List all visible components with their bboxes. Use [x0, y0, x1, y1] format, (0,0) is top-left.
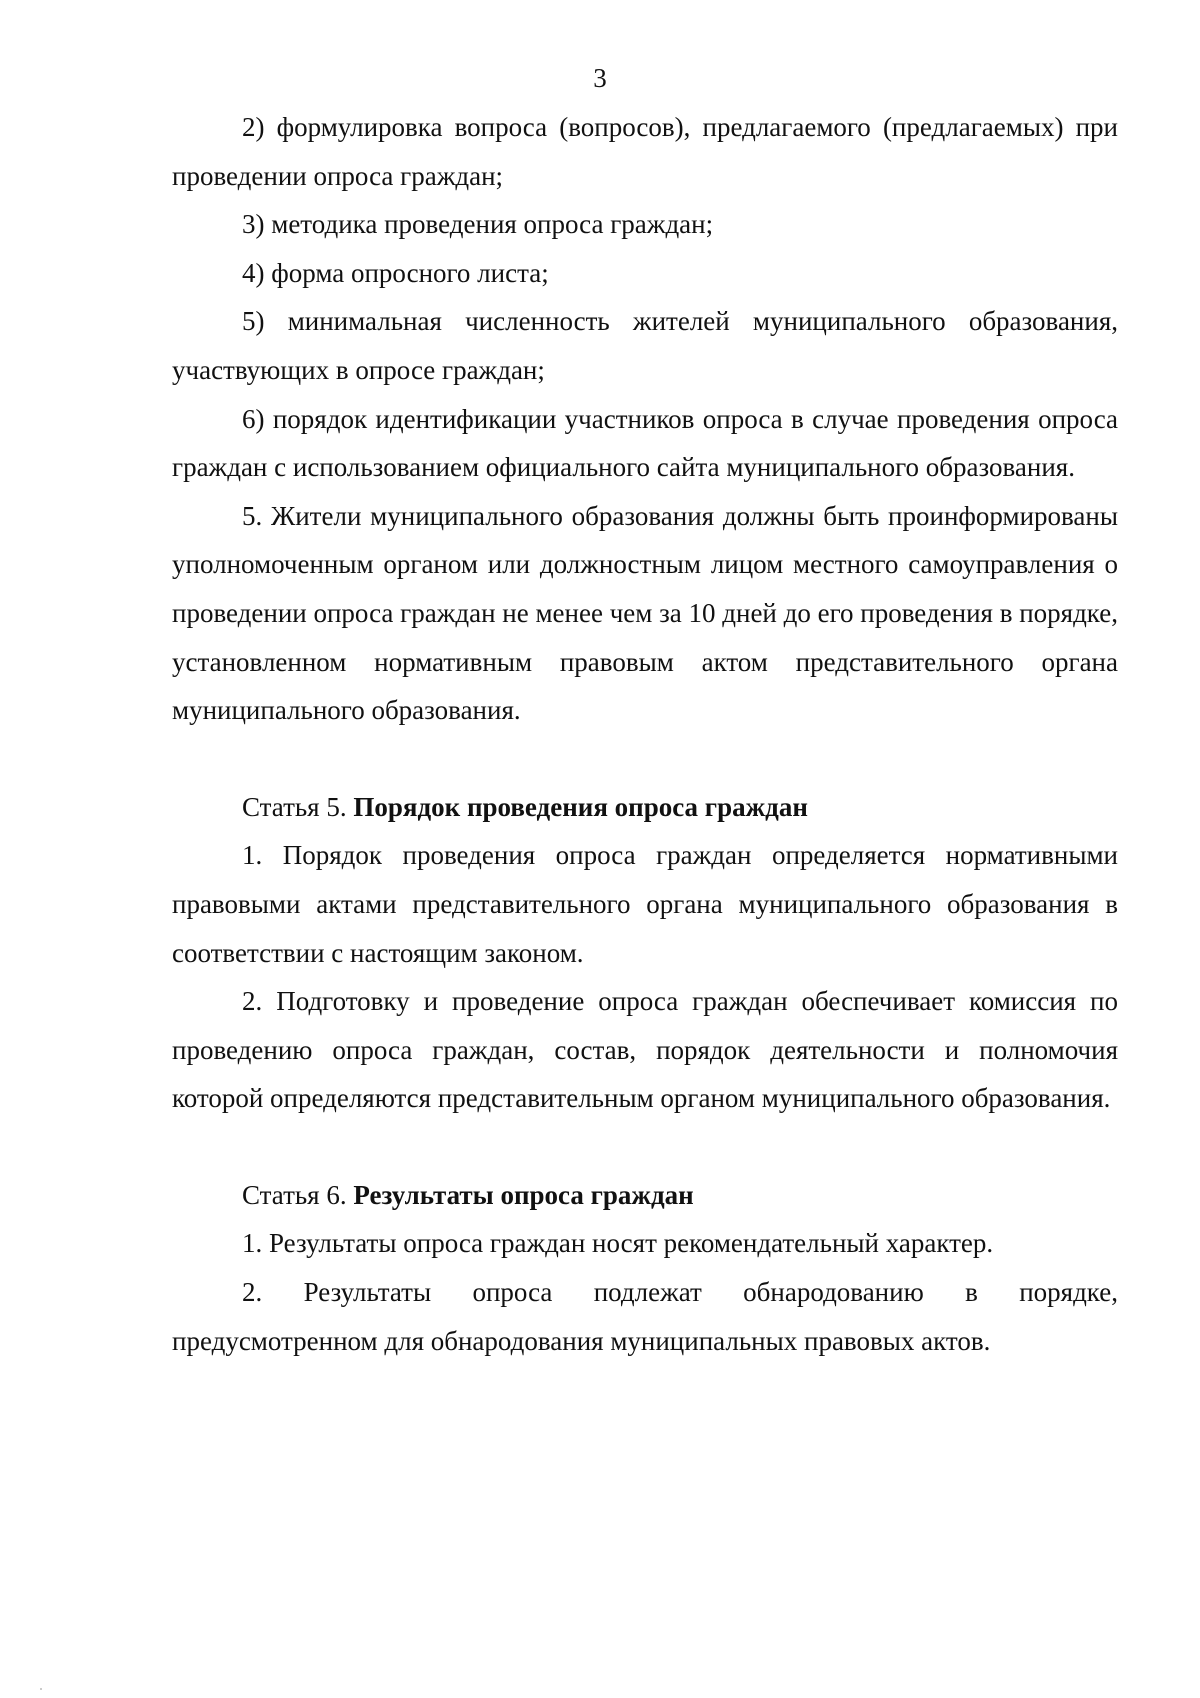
list-item: 5) минимальная численность жителей муниципального образования, участвующих в опросе граждан; [172, 306, 1118, 385]
article-5-heading [172, 783, 1118, 832]
article-5-prefix: Статья 5. [242, 791, 354, 822]
list-item: 2) формулировка вопроса (вопросов), предлагаемого (предлагаемых) при проведении опроса граждан; [172, 112, 1118, 191]
article-6-heading [172, 1171, 1118, 1220]
paragraph-5: 5. Жители муниципального образования должны быть проинформированы уполномоченным органом или должностным лицом местного самоуправления о проведении опроса граждан не менее чем за 10 дней до его проведения в порядке, установленном нормативным правовым актом представительного органа муниципального образования. [172, 500, 1118, 726]
article-6-paragraph: 2. Результаты опроса подлежат обнародованию в порядке, предусмотренном для обнародования муниципальных правовых актов. [172, 1277, 1118, 1356]
scan-speck [40, 1688, 42, 1690]
document-body [172, 103, 1118, 1365]
page-number: 3 [593, 63, 607, 93]
article-6-paragraph: 1. Результаты опроса граждан носят рекомендательный характер. [242, 1228, 994, 1259]
article-6-prefix: Статья 6. [242, 1179, 354, 1210]
list-item: 4) форма опросного листа; [242, 257, 549, 288]
article-6-title: Результаты опроса граждан [353, 1179, 694, 1210]
article-5-paragraph: 1. Порядок проведения опроса граждан определяется нормативными правовыми актами представительного органа муниципального образования в соответствии с настоящим законом. [172, 840, 1118, 968]
list-item: 6) порядок идентификации участников опроса в случае проведения опроса граждан с использованием официального сайта муниципального образования. [172, 403, 1118, 483]
article-5-paragraph: 2. Подготовку и проведение опроса граждан обеспечивает комиссия по проведению опроса граждан, состав, порядок деятельности и полномочия которой определяются представительным органом муниципального образования. [172, 986, 1118, 1114]
list-item: 3) методика проведения опроса граждан; [242, 209, 714, 240]
article-5-title: Порядок проведения опроса граждан [353, 791, 808, 822]
